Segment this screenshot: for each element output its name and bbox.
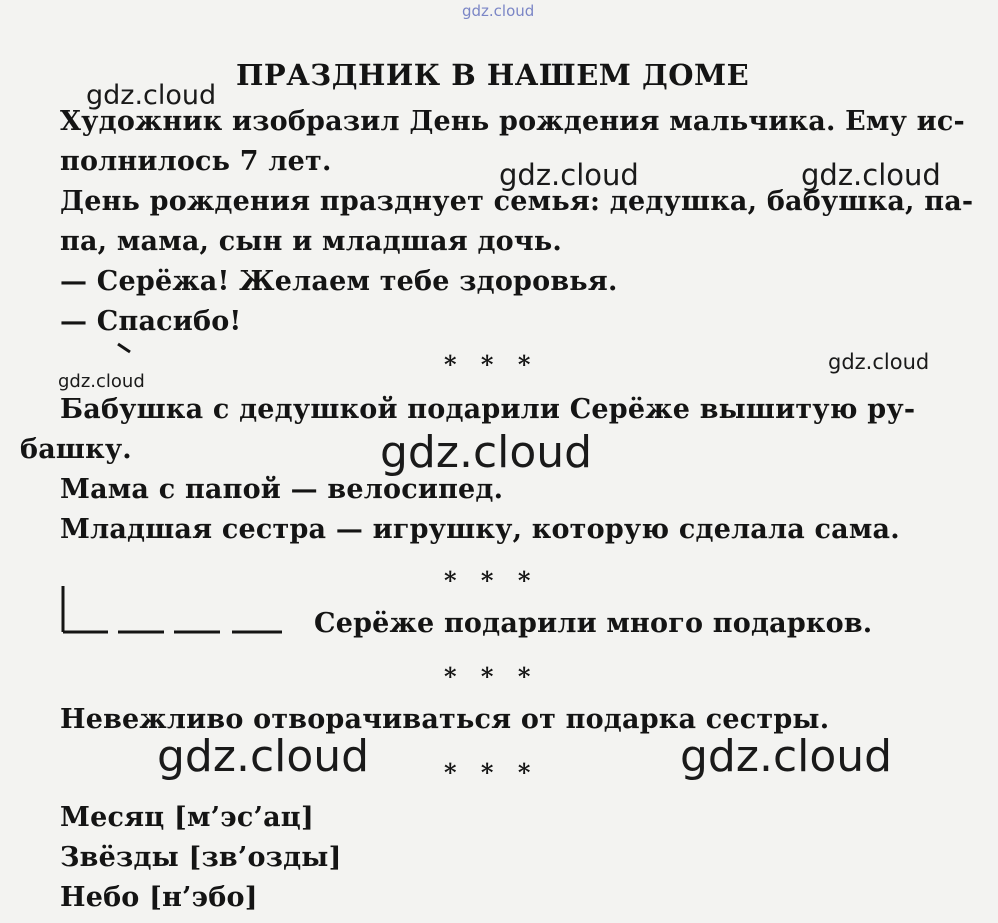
transcription-line: Звёзды [зв’озды] [60, 842, 342, 873]
watermark: gdz.cloud [828, 350, 930, 374]
text-line: па, мама, сын и младшая дочь. [60, 226, 562, 257]
text-line: День рождения празднует семья: дедушка, бабушка, па- [60, 186, 974, 217]
transcription-line: Месяц [м’эс’ац] [60, 802, 314, 833]
text-line: Серёже подарили много подарков. [314, 608, 873, 639]
transcription-line: Небо [н’эбо] [60, 882, 258, 913]
watermark-top: gdz.cloud [462, 2, 535, 20]
watermark: gdz.cloud [86, 80, 217, 111]
text-line: — Спасибо! [60, 306, 242, 337]
text-line: Бабушка с дедушкой подарили Серёже вышитую ру- [60, 394, 916, 425]
watermark: gdz.cloud [499, 158, 639, 192]
text-line: башку. [20, 434, 132, 465]
text-line: — Серёжа! Желаем тебе здоровья. [60, 266, 618, 297]
ink-mark [116, 342, 136, 356]
sentence-scheme-blank [60, 584, 285, 636]
text-line: Младшая сестра — игрушку, которую сделала сама. [60, 514, 900, 545]
text-line: полнилось 7 лет. [60, 146, 332, 177]
watermark: gdz.cloud [58, 371, 145, 392]
watermark: gdz.cloud [157, 731, 370, 782]
watermark: gdz.cloud [380, 427, 593, 478]
section-separator: * * * [444, 566, 539, 595]
section-separator: * * * [444, 662, 539, 691]
section-separator: * * * [444, 758, 539, 787]
watermark: gdz.cloud [680, 731, 893, 782]
watermark: gdz.cloud [801, 158, 941, 192]
text-line: Мама с папой — велосипед. [60, 474, 504, 505]
section-separator: * * * [444, 350, 539, 379]
text-line: Невежливо отворачиваться от подарка сестры. [60, 704, 830, 735]
page-title: ПРАЗДНИК В НАШЕМ ДОМЕ [236, 58, 750, 92]
text-line: Художник изобразил День рождения мальчика. Ему ис- [60, 106, 965, 137]
